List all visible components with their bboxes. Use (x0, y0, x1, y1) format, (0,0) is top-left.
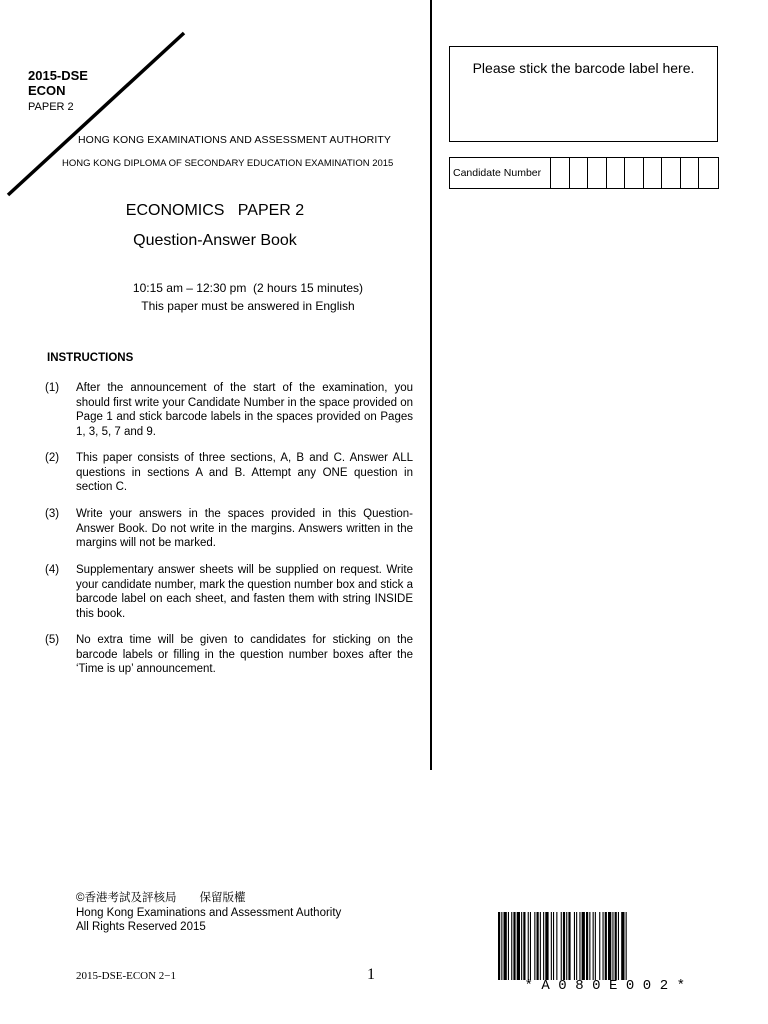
barcode-bar (551, 912, 552, 980)
candidate-number-cell[interactable] (644, 158, 663, 188)
barcode-bar (523, 912, 525, 980)
diploma-name: HONG KONG DIPLOMA OF SECONDARY EDUCATION EXAMINATION 2015 (62, 158, 394, 169)
barcode-bar (626, 912, 627, 980)
barcode-bar (504, 912, 507, 980)
candidate-number-cell[interactable] (625, 158, 644, 188)
candidate-number-cell[interactable] (699, 158, 718, 188)
instruction-text: This paper consists of three sections, A, B and C. Answer ALL questions in sections A and B. Attempt any ONE question in section C. (76, 452, 413, 493)
barcode-readout: *A080E002* (524, 978, 694, 994)
barcode-bar (511, 912, 512, 980)
barcode-bar (568, 912, 570, 980)
copyright-block (76, 891, 341, 935)
barcode-bar (582, 912, 585, 980)
barcode-bar (593, 912, 594, 980)
barcode-bar (534, 912, 535, 980)
barcode-bar (621, 912, 624, 980)
barcode-bar (543, 912, 544, 980)
code-year: 2015-DSE (28, 68, 88, 83)
barcode-bar (563, 912, 565, 980)
barcode-bar (528, 912, 529, 980)
session-language: This paper must be answered in English (141, 299, 355, 313)
instruction-number: (4) (45, 564, 60, 576)
barcode-bar (618, 912, 619, 980)
barcode-bar (615, 912, 617, 980)
paper-code-block (28, 68, 88, 113)
barcode-bar (498, 912, 500, 980)
barcode-bar (595, 912, 596, 980)
candidate-number-cell[interactable] (681, 158, 700, 188)
instruction-item (45, 563, 413, 621)
barcode-bar (566, 912, 567, 980)
session-time: 10:15 am – 12:30 pm (2 hours 15 minutes) (132, 281, 364, 295)
instruction-item (45, 633, 413, 677)
barcode-bar (513, 912, 515, 980)
candidate-number-label: Candidate Number (450, 158, 551, 188)
barcode-label-box (449, 46, 718, 142)
barcode-bar (521, 912, 522, 980)
instruction-text: After the announcement of the start of the examination, you should first write your Candidate Number in the space provided on Page 1 and stick barcode labels in the spaces provided on Pages 1, 3, 5, 7 and 9. (76, 382, 413, 438)
vertical-divider (430, 0, 432, 770)
instruction-number: (3) (45, 508, 60, 520)
barcode-image (498, 912, 720, 980)
barcode-bar (586, 912, 588, 980)
paper-label: PAPER 2 (28, 101, 74, 113)
copyright-english: Hong Kong Examinations and Assessment Authority (76, 906, 342, 919)
barcode-bar (530, 912, 531, 980)
barcode-bar (517, 912, 520, 980)
candidate-number-cell[interactable] (588, 158, 607, 188)
barcode-bar (599, 912, 600, 980)
instruction-text: Supplementary answer sheets will be supplied on request. Write your candidate number, mark the question number box and stick a barcode label on each sheet, and fasten them with string INSIDE this book. (76, 564, 413, 620)
session-info (0, 279, 496, 315)
barcode-bar (574, 912, 575, 980)
barcode-bar (553, 912, 554, 980)
barcode-bar (608, 912, 611, 980)
instruction-item (45, 507, 413, 551)
code-subject: ECON (28, 83, 66, 98)
candidate-number-cell[interactable] (551, 158, 570, 188)
barcode-bar (545, 912, 548, 980)
barcode-bar (579, 912, 580, 980)
barcode-bar (589, 912, 590, 980)
instruction-number: (1) (45, 382, 60, 394)
barcode-bar (561, 912, 562, 980)
instruction-number: (5) (45, 634, 60, 646)
page-number: 1 (367, 966, 375, 983)
instruction-item (45, 451, 413, 495)
rights-reserved: All Rights Reserved 2015 (76, 921, 206, 933)
barcode-bar (603, 912, 604, 980)
candidate-number-row (449, 157, 719, 189)
barcode-bar (605, 912, 607, 980)
barcode-bar (508, 912, 509, 980)
copyright-chinese: ©香港考試及評核局 保留版權 (76, 892, 246, 904)
barcode-bar (612, 912, 613, 980)
instruction-text: No extra time will be given to candidates for sticking on the barcode labels or filling in the question number boxes after the ‘Time is up’ announcement. (76, 634, 413, 675)
barcode-bar (537, 912, 539, 980)
instruction-item (45, 381, 413, 439)
barcode-bar (501, 912, 502, 980)
authority-name: HONG KONG EXAMINATIONS AND ASSESSMENT AUTHORITY (78, 134, 391, 146)
footer-paper-code: 2015-DSE-ECON 2−1 (76, 970, 177, 982)
book-title: Question-Answer Book (133, 232, 297, 249)
instructions-heading: INSTRUCTIONS (47, 352, 134, 364)
barcode-bar (556, 912, 557, 980)
candidate-number-cell[interactable] (570, 158, 589, 188)
candidate-number-cell[interactable] (607, 158, 626, 188)
instruction-text: Write your answers in the spaces provided in this Question-Answer Book. Do not write in the margins. Answers written in the margins will not be marked. (76, 508, 413, 549)
candidate-number-cell[interactable] (662, 158, 681, 188)
exam-title: ECONOMICS PAPER 2 (125, 202, 305, 219)
instruction-number: (2) (45, 452, 60, 464)
barcode-label-text: Please stick the barcode label here. (472, 60, 695, 76)
barcode-bar (576, 912, 577, 980)
barcode-bar (540, 912, 541, 980)
